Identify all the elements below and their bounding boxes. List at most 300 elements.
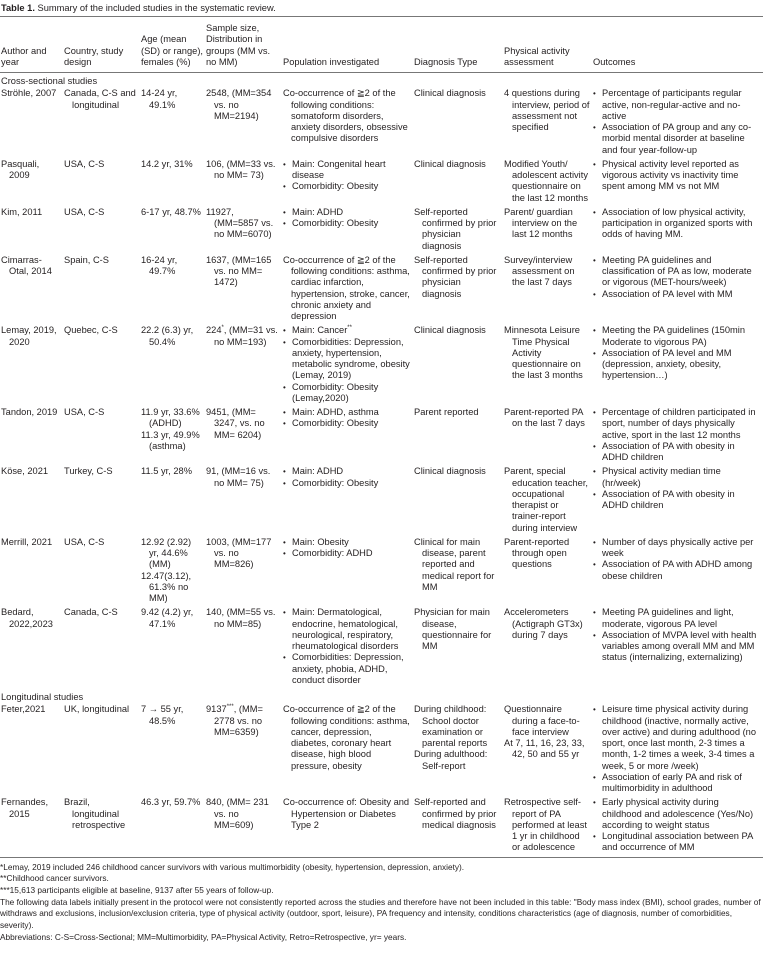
cell-text xyxy=(64,797,138,831)
cell-text-main: 1637, (MM=165 vs. no MM= 1472) xyxy=(206,254,272,288)
cell-text-main: Clinical diagnosis xyxy=(414,88,486,99)
cell-text xyxy=(414,797,501,831)
bullet-list xyxy=(593,466,761,511)
table-row xyxy=(0,325,763,407)
cell-text xyxy=(504,255,590,289)
bullet-list xyxy=(593,159,761,193)
bullet-text: Leisure time physical activity during childhood (inactive, normally active, over active) and during adulthood (no sport, once last month, 2-3 times a month, 1-2 times a week, 3-4 times a week, 5 or more /week) xyxy=(602,704,757,771)
cell-text xyxy=(64,537,138,548)
cell-country-design xyxy=(63,207,140,255)
bullet-text: Comorbidities: Depression, anxiety, hypertension, metabolic syndrome, obesity (Lemay, 2019) xyxy=(292,336,410,381)
cell-text xyxy=(1,466,61,477)
cell-text-main: Clinical for main disease, parent reported and medical report for MM xyxy=(414,536,495,592)
cell-text-main: 2548, (MM=354 vs. no MM=2194) xyxy=(206,88,272,121)
cell-outcomes xyxy=(592,704,763,797)
cell-country-design xyxy=(63,407,140,466)
cell-pa-assessment xyxy=(503,88,592,159)
cell-outcomes xyxy=(592,607,763,689)
table-row xyxy=(0,255,763,326)
cell-country-design xyxy=(63,704,140,797)
cell-text-main: 11927, (MM=5857 vs. no MM=6070) xyxy=(206,206,274,240)
bullet-text: Comorbidity: ADHD xyxy=(292,548,373,558)
cell-sample-size xyxy=(205,537,282,608)
cell-text-main: Self-reported and confirmed by prior medical diagnosis xyxy=(414,797,497,830)
cell-text-main: Pasquali, 2009 xyxy=(1,158,40,180)
cell-text-main: Parent-reported through open questions xyxy=(504,536,570,570)
cell-country-design xyxy=(63,255,140,326)
cell-country-design xyxy=(63,466,140,537)
cell-country-design xyxy=(63,537,140,608)
cell-diagnosis-type xyxy=(413,325,503,407)
cell-paragraph: 12.92 (2.92) yr, 44.6% (MM) xyxy=(141,536,192,570)
bullet-item xyxy=(593,441,761,464)
bullet-list xyxy=(593,325,761,381)
cell-text-main: Parent/ guardian interview on the last 12 months xyxy=(504,206,578,240)
cell-text xyxy=(206,255,280,289)
bullet-item xyxy=(593,407,761,441)
cell-text-main: 9.42 (4.2) yr, 47.1% xyxy=(141,607,194,629)
cell-diagnosis-type xyxy=(413,704,503,797)
cell-text xyxy=(64,466,138,477)
header-population: Population investigated xyxy=(283,56,380,67)
cell-age-females xyxy=(140,607,205,689)
cell-text xyxy=(206,797,280,831)
cell-text-main: Köse, 2021 xyxy=(1,466,49,477)
cell-text xyxy=(64,88,138,111)
bullet-text: Percentage of children participated in sport, number of days physically active, sport in the last 12 months xyxy=(602,407,756,440)
cell-text xyxy=(141,704,203,727)
cell-text-main: Tandon, 2019 xyxy=(1,407,58,417)
cell-text xyxy=(504,207,590,241)
bullet-item xyxy=(283,325,411,336)
cell-text xyxy=(141,255,203,278)
bullet-text: Association of PA with obesity in ADHD children xyxy=(602,440,735,462)
cell-text-main: Fernandes, 2015 xyxy=(1,797,49,819)
bullet-item xyxy=(593,348,761,382)
table-label: Table 1. xyxy=(1,3,35,13)
cell-age-females xyxy=(140,537,205,608)
bullet-text: Comorbidity: Obesity xyxy=(292,218,379,228)
cell-outcomes xyxy=(592,537,763,608)
bullet-item xyxy=(283,418,411,429)
cell-text xyxy=(1,537,61,548)
footnote-marker: ** xyxy=(347,325,352,332)
cell-diagnosis-type xyxy=(413,207,503,255)
cell-text-main: 6-17 yr, 48.7% xyxy=(141,206,201,217)
cell-text-main: Brazil, longitudinal retrospective xyxy=(64,797,126,830)
cell-text xyxy=(64,325,138,336)
cell-text-main: 1003, (MM=177 vs. no MM=826) xyxy=(206,536,272,570)
cell-text-main: Clinical diagnosis xyxy=(414,158,486,169)
cell-diagnosis-type xyxy=(413,797,503,857)
cell-diagnosis-type xyxy=(413,159,503,207)
bullet-item xyxy=(283,337,411,382)
cell-paragraph: 11.9 yr, 33.6% (ADHD) xyxy=(141,407,200,429)
cell-author-year xyxy=(0,704,63,797)
cell-text-main: 46.3 yr, 59.7% xyxy=(141,797,201,808)
cell-text xyxy=(1,407,61,418)
cell-text-main: Co-occurrence of ≧2 of the following conditions: asthma, cardiac infarction, hypertension, stroke, cancer, chronic anxiety and depression xyxy=(283,254,410,321)
bullet-item xyxy=(593,289,761,300)
cell-sample-size xyxy=(205,207,282,255)
cell-text-main: 14-24 yr, 49.1% xyxy=(141,88,178,110)
cell-population xyxy=(282,88,413,159)
table-row xyxy=(0,407,763,466)
cell-pa-assessment xyxy=(503,704,592,797)
cell-age-females xyxy=(140,255,205,326)
bullet-text: Early physical activity during childhood and adolescence (Yes/No) according to weight status xyxy=(602,797,754,830)
bullet-text: Comorbidity: Obesity xyxy=(292,418,379,429)
cell-author-year xyxy=(0,407,63,466)
bullet-text: Association of early PA and risk of multimorbidity in adulthood xyxy=(602,771,742,793)
bullet-text: Longitudinal association between PA and occurrence of MM xyxy=(602,831,753,853)
cell-text-main: Physician for main disease, questionnaire for MM xyxy=(414,607,492,651)
table-row xyxy=(0,466,763,537)
bullet-text: Comorbidity: Obesity (Lemay,2020) xyxy=(292,381,379,403)
cell-text xyxy=(1,255,61,278)
cell-text xyxy=(283,797,411,831)
bullet-item xyxy=(593,489,761,512)
bullet-list xyxy=(283,466,411,489)
cell-diagnosis-type xyxy=(413,537,503,608)
header-author-year: Author and year xyxy=(1,45,47,67)
bullet-text: Comorbidities: Depression, anxiety, phobia, ADHD, conduct disorder xyxy=(292,652,404,685)
cell-age-females xyxy=(140,325,205,407)
cell-outcomes xyxy=(592,207,763,255)
cell-paragraph: 12.47(3.12), 61.3% no MM) xyxy=(141,570,192,603)
bullet-item xyxy=(593,159,761,193)
cell-country-design xyxy=(63,88,140,159)
header-outcomes: Outcomes xyxy=(593,56,636,67)
bullet-list xyxy=(593,407,761,463)
cell-text-main: Canada, C-S xyxy=(64,607,118,618)
bullet-text: Meeting the PA guidelines (150min Moderate to vigorous PA) xyxy=(602,325,745,347)
cell-diagnosis-type xyxy=(413,607,503,689)
cell-diagnosis-type xyxy=(413,88,503,159)
bullet-list xyxy=(283,207,411,230)
cell-text-main: Cimarras-Otal, 2014 xyxy=(1,254,52,276)
cell-paragraph: 11.3 yr, 49.9% (asthma) xyxy=(141,429,200,451)
cell-pa-assessment xyxy=(503,466,592,537)
cell-text-main: Canada, C-S and longitudinal xyxy=(64,88,136,110)
header-diagnosis-type: Diagnosis Type xyxy=(414,56,478,67)
cell-age-females xyxy=(140,407,205,466)
bullet-item xyxy=(593,630,761,664)
cell-population xyxy=(282,537,413,608)
cell-text xyxy=(141,207,203,218)
cell-outcomes xyxy=(592,466,763,537)
cell-text xyxy=(283,88,411,144)
bullet-item xyxy=(593,797,761,831)
cell-author-year xyxy=(0,607,63,689)
cell-author-year xyxy=(0,466,63,537)
bullet-item xyxy=(283,218,411,229)
bullet-list xyxy=(593,88,761,156)
cell-country-design xyxy=(63,607,140,689)
cell-text xyxy=(141,797,203,808)
cell-sample-size xyxy=(205,607,282,689)
cell-population xyxy=(282,159,413,207)
cell-text xyxy=(414,607,501,652)
bullet-list xyxy=(593,537,761,582)
footnote: The following data labels initially present in the protocol were not consistently reported across the studies and therefore have not been included in this table: "Body mass index (BMI), school grades, number of withdraws and exclusions, inclusion/exclusion criteria, type of physical activity (outdoor, sport, leisure), PA frequency and intensity, conditions characteristics (age of diagnosis, number of comorbidities, severity). xyxy=(0,896,761,931)
bullet-text: Main: Congenital heart disease xyxy=(292,158,386,180)
section-title: Cross-sectional studies xyxy=(1,76,98,86)
bullet-text: Number of days physically active per week xyxy=(602,536,754,558)
cell-sample-size xyxy=(205,797,282,857)
bullet-item xyxy=(593,559,761,582)
bullet-list xyxy=(593,797,761,853)
cell-age-females xyxy=(140,797,205,857)
cell-text-main: Kim, 2011 xyxy=(1,206,43,217)
table-row xyxy=(0,207,763,255)
cell-sample-size xyxy=(205,407,282,466)
table-header-row xyxy=(0,17,763,73)
table-row xyxy=(0,537,763,608)
cell-text-main: 140, (MM=55 vs. no MM=85) xyxy=(206,607,276,629)
bullet-text: Comorbidity: Obesity xyxy=(292,181,379,192)
cell-text xyxy=(141,325,203,348)
cell-text xyxy=(1,207,61,218)
bullet-item xyxy=(283,181,411,192)
cell-author-year xyxy=(0,159,63,207)
cell-text xyxy=(1,325,61,348)
cell-text-main: Spain, C-S xyxy=(64,254,109,265)
bullet-item xyxy=(593,88,761,122)
cell-text-main: Modified Youth/ adolescent activity questionnaire on the last 12 months xyxy=(504,158,588,203)
cell-text-main: 9137 xyxy=(206,704,227,715)
bullet-item xyxy=(593,537,761,560)
cell-text xyxy=(206,466,280,489)
bullet-list xyxy=(283,407,411,430)
cell-text xyxy=(504,159,590,204)
cell-age-females xyxy=(140,88,205,159)
bullet-item xyxy=(593,704,761,772)
bullet-item xyxy=(283,537,411,548)
cell-outcomes xyxy=(592,797,763,857)
bullet-text: Association of MVPA level with health variables among overall MM and MM status (internalizing, externalizing) xyxy=(602,629,757,663)
bullet-item xyxy=(593,325,761,348)
table-footnotes xyxy=(0,858,763,944)
bullet-item xyxy=(593,772,761,795)
cell-text-main: Parent, special education teacher, occupational therapist or trainer-report during interview xyxy=(504,466,588,533)
bullet-item xyxy=(593,255,761,289)
cell-text-main: Co-occurrence of ≧2 of the following conditions: asthma, cancer, depression, diabetes, coronary heart disease, high blood pressure, obesity xyxy=(283,704,410,771)
cell-text xyxy=(283,704,411,772)
bullet-text: Main: ADHD xyxy=(292,206,344,217)
cell-outcomes xyxy=(592,255,763,326)
cell-text xyxy=(504,797,590,853)
footnote-marker: *** xyxy=(226,704,234,711)
cell-text-main: USA, C-S xyxy=(64,407,105,417)
cell-text xyxy=(414,207,501,252)
bullet-list xyxy=(593,704,761,794)
table-title: Summary of the included studies in the systematic review. xyxy=(37,3,276,13)
cell-text-main: Accelerometers (Actigraph GT3x) during 7 days xyxy=(504,607,583,640)
cell-text xyxy=(206,407,280,441)
cell-age-females xyxy=(140,207,205,255)
bullet-text: Association of PA level and MM (depression, anxiety, obesity, hypertension…) xyxy=(602,347,732,381)
bullet-list xyxy=(593,207,761,241)
cell-text xyxy=(504,407,590,430)
cell-text-main: 16-24 yr, 49.7% xyxy=(141,254,178,276)
bullet-text: Meeting PA guidelines and classification of PA as low, moderate or vigorous (MET-hours/week) xyxy=(602,254,752,288)
table-caption xyxy=(0,0,763,16)
cell-author-year xyxy=(0,797,63,857)
footnote: **Childhood cancer survivors. xyxy=(0,873,109,884)
cell-country-design xyxy=(63,797,140,857)
cell-text-main: Merrill, 2021 xyxy=(1,536,53,547)
bullet-item xyxy=(283,478,411,489)
bullet-item xyxy=(283,159,411,182)
cell-author-year xyxy=(0,537,63,608)
bullet-text: Physical activity median time (hr/week) xyxy=(602,466,721,488)
cell-text-main: USA, C-S xyxy=(64,158,105,169)
cell-text-main: Turkey, C-S xyxy=(64,466,113,477)
cell-text-main: Lemay, 2019, 2020 xyxy=(1,325,57,347)
cell-text xyxy=(206,159,280,182)
cell-text xyxy=(1,88,61,99)
cell-paragraph: At 7, 11, 16, 23, 33, 42, 50 and 55 yr xyxy=(504,738,585,760)
bullet-item xyxy=(593,207,761,241)
cell-text-main: 14.2 yr, 31% xyxy=(141,158,193,169)
cell-text-main: UK, longitudinal xyxy=(64,704,130,715)
cell-text-main: 106, (MM=33 vs. no MM= 73) xyxy=(206,158,276,180)
cell-text-main: USA, C-S xyxy=(64,536,105,547)
bullet-list xyxy=(593,607,761,663)
cell-text-main: Retrospective self-report of PA performed at least 1 yr in childhood or adolescence xyxy=(504,797,587,853)
bullet-item xyxy=(593,831,761,854)
cell-population xyxy=(282,207,413,255)
cell-pa-assessment xyxy=(503,797,592,857)
cell-text xyxy=(206,207,280,241)
table-row xyxy=(0,88,763,159)
cell-text-main: 11.5 yr, 28% xyxy=(141,466,192,477)
cell-population xyxy=(282,797,413,857)
cell-text-main: Parent-reported PA on the last 7 days xyxy=(504,407,585,429)
table-row xyxy=(0,607,763,689)
cell-sample-size xyxy=(205,255,282,326)
bullet-text: Main: Dermatological, endocrine, hematological, neurological, respiratory, rheumatological disorders xyxy=(292,607,399,651)
cell-pa-assessment xyxy=(503,159,592,207)
cell-text-main: Feter,2021 xyxy=(1,704,46,715)
cell-sample-size xyxy=(205,88,282,159)
table-row xyxy=(0,797,763,857)
bullet-item xyxy=(283,382,411,405)
cell-text-main: Co-occurrence of: Obesity and Hypertension or Diabetes Type 2 xyxy=(283,797,410,830)
studies-table xyxy=(0,16,763,858)
cell-sample-size xyxy=(205,704,282,797)
cell-text xyxy=(504,466,590,534)
bullet-text: Main: ADHD xyxy=(292,466,344,477)
cell-text xyxy=(64,159,138,170)
cell-population xyxy=(282,325,413,407)
cell-text-rest: , (MM= 2778 vs. no MM=6359) xyxy=(214,704,263,737)
footnote: Abbreviations: C-S=Cross-Sectional; MM=Multimorbidity, PA=Physical Activity, Retro=Retrospective, yr= years. xyxy=(0,931,407,942)
section-heading-row xyxy=(0,689,763,704)
bullet-text: Association of PA group and any co-morbid mental disorder at baseline and four year-follow-up xyxy=(602,122,752,155)
cell-population xyxy=(282,607,413,689)
cell-text-main: 9451, (MM= 3247, vs. no MM= 6204) xyxy=(206,407,265,440)
cell-text xyxy=(414,537,501,593)
bullet-item xyxy=(593,607,761,630)
bullet-text: Main: Cancer xyxy=(292,325,348,336)
bullet-text: Percentage of participants regular active, non-regular-active and no-active xyxy=(602,88,742,121)
cell-text-main: 91, (MM=16 vs. no MM= 75) xyxy=(206,466,271,488)
cell-text xyxy=(1,607,61,630)
cell-text xyxy=(414,255,501,300)
cell-text-main: 224 xyxy=(206,325,222,336)
cell-text-main: Survey/interview assessment on the last 7 days xyxy=(504,254,575,288)
cell-text xyxy=(414,466,501,477)
cell-diagnosis-type xyxy=(413,255,503,326)
cell-text-main: 7 → 55 yr, 48.5% xyxy=(141,704,184,726)
cell-pa-assessment xyxy=(503,325,592,407)
bullet-list xyxy=(283,325,411,404)
cell-pa-assessment xyxy=(503,607,592,689)
bullet-text: Association of PA level with MM xyxy=(602,288,733,299)
cell-text xyxy=(141,607,203,630)
cell-diagnosis-type xyxy=(413,407,503,466)
bullet-text: Association of PA with ADHD among obese children xyxy=(602,559,753,581)
cell-population xyxy=(282,407,413,466)
cell-country-design xyxy=(63,325,140,407)
cell-text-main: Parent reported xyxy=(414,407,479,417)
cell-text xyxy=(1,159,61,182)
bullet-item xyxy=(283,548,411,559)
cell-text-main: 22.2 (6.3) yr, 50.4% xyxy=(141,325,194,347)
cell-text xyxy=(414,407,501,418)
cell-country-design xyxy=(63,159,140,207)
cell-text xyxy=(64,407,138,418)
cell-sample-size xyxy=(205,325,282,407)
cell-text-main: USA, C-S xyxy=(64,206,105,217)
cell-pa-assessment xyxy=(503,255,592,326)
cell-text-main: Bedard, 2022,2023 xyxy=(1,607,53,629)
cell-text xyxy=(64,607,138,618)
cell-outcomes xyxy=(592,159,763,207)
cell-author-year xyxy=(0,207,63,255)
cell-text-main: Self-reported confirmed by prior physician diagnosis xyxy=(414,206,497,251)
cell-paragraph: Questionnaire during a face-to-face interview xyxy=(504,704,580,737)
bullet-text: Main: Obesity xyxy=(292,536,349,547)
bullet-list xyxy=(593,255,761,300)
bullet-item xyxy=(283,207,411,218)
cell-text xyxy=(504,607,590,641)
cell-text-main: Ströhle, 2007 xyxy=(1,88,57,99)
bullet-text: Physical activity level reported as vigorous activity vs inactivity time spent among MM vs not MM xyxy=(602,158,739,192)
cell-text xyxy=(206,704,280,738)
cell-text-main: Co-occurrence of ≧2 of the following conditions: somatoform disorders, anxiety disorders, obsessive compulsive disorders xyxy=(283,88,408,144)
cell-text xyxy=(141,88,203,111)
cell-pa-assessment xyxy=(503,407,592,466)
cell-population xyxy=(282,704,413,797)
cell-pa-assessment xyxy=(503,207,592,255)
bullet-item xyxy=(283,466,411,477)
cell-age-females xyxy=(140,159,205,207)
cell-population xyxy=(282,466,413,537)
table-row xyxy=(0,159,763,207)
cell-author-year xyxy=(0,88,63,159)
cell-author-year xyxy=(0,255,63,326)
table-body xyxy=(0,73,763,858)
header-sample-size: Sample size, Distribution in groups (MM vs. no MM) xyxy=(206,23,271,67)
table-row xyxy=(0,704,763,797)
bullet-item xyxy=(593,122,761,156)
cell-outcomes xyxy=(592,407,763,466)
cell-text xyxy=(206,537,280,571)
cell-text xyxy=(1,797,61,820)
